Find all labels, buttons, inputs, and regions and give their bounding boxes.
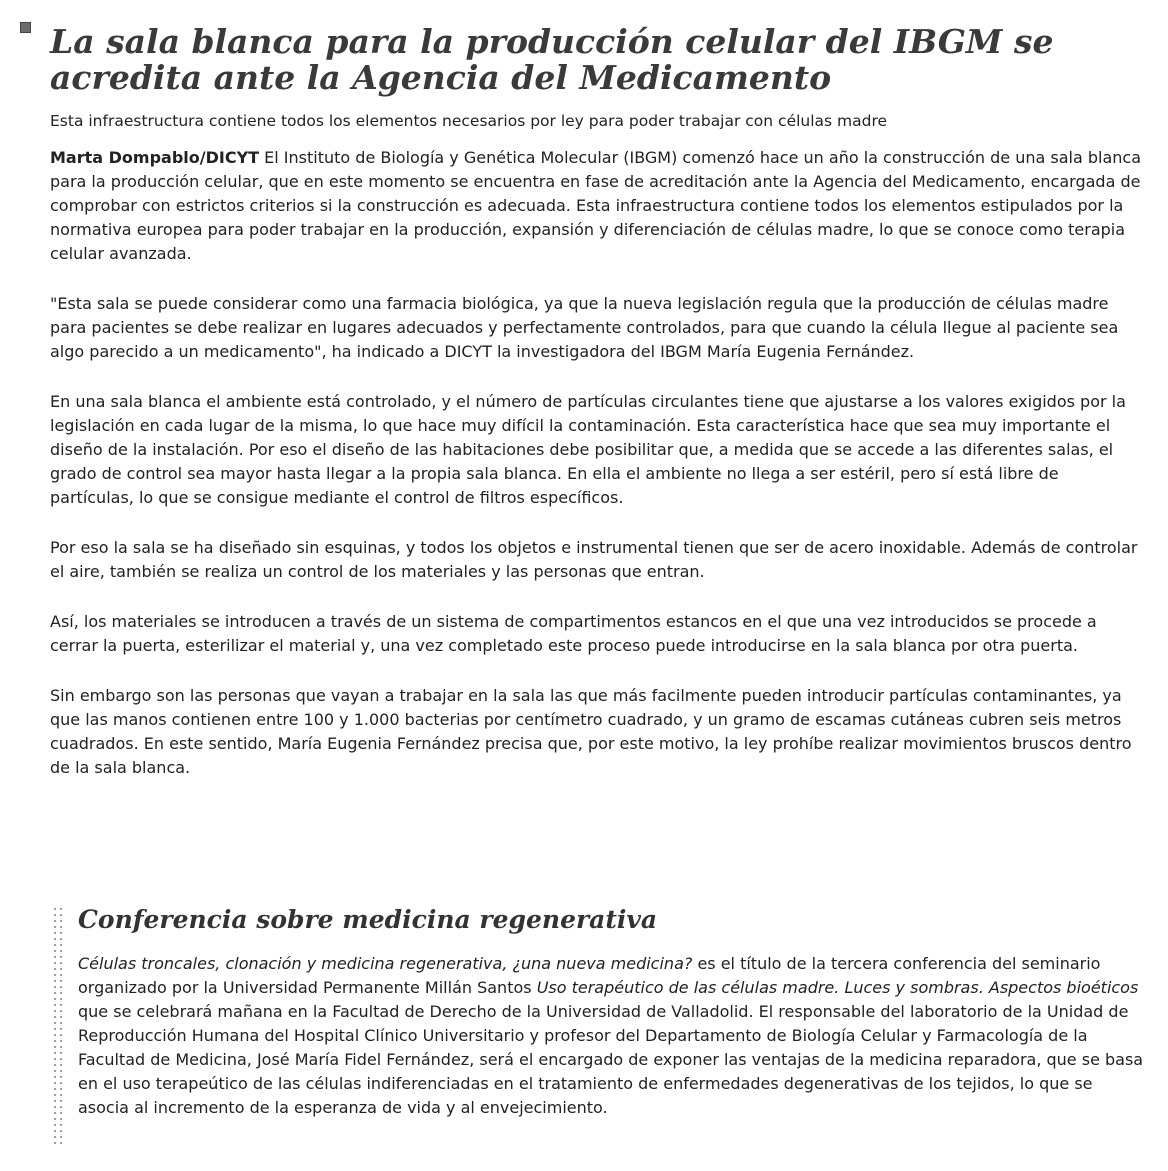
sidebar-title: Conferencia sobre medicina regenerativa [78,905,658,934]
article-headline: La sala blanca para la producción celular del IBGM se acredita ante la Agencia del Medicamento [50,22,1054,97]
seminar-title: Uso terapéutico de las células madre. Luces y sombras. Aspectos bioéticos [536,978,1139,997]
conference-sidebar [52,902,1142,1152]
square-bullet-icon [20,22,31,33]
conference-title: Células troncales, clonación y medicina regenerativa, ¿una nueva medicina? [78,954,693,973]
article-paragraph: En una sala blanca el ambiente está controlado, y el número de partículas circulantes tiene que ajustarse a los valores exigidos por la legislación en cada lugar de la misma, lo que hace muy difícil la contaminación. Esta característica hace que sea muy importante el diseño de la instalación. Por eso el diseño de las habitaciones debe posibilitar que, a medida que se accede a las diferentes salas, el grado de control sea mayor hasta llegar a la propia sala blanca. En ella el ambiente no llega a ser estéril, pero sí está libre de partículas, lo que se consigue mediante el control de filtros específicos. [50,392,1126,507]
dotted-border-icon [52,906,66,1148]
article-paragraph [50,146,1142,266]
sidebar-text-part: que se celebrará mañana en la Facultad de Derecho de la Universidad de Valladolid. El responsable del laboratorio de la Unidad de Reproducción Humana del Hospital Clínico Universitario y profesor del Departamento de Biología Celular y Farmacología de la Facultad de Medicina, José María Fidel Fernández, será el encargado de exponer las ventajas de la medicina reparadora, que se basa en el uso terapeútico de las células indiferenciadas en el tratamiento de enfermedades degenerativas de los tejidos, lo que se asocia al incremento de la esperanza de vida y al envejecimiento. [78,1002,1144,1117]
article-paragraph-text: El Instituto de Biología y Genética Molecular (IBGM) comenzó hace un año la construcción de una sala blanca para la producción celular, que en este momento se encuentra en fase de acreditación ante la Agencia del Medicamento, encargada de comprobar con estrictos criterios si la construcción es adecuada. Esta infraestructura contiene todos los elementos estipulados por la normativa europea para poder trabajar en la producción, expansión y diferenciación de células madre, lo que se conoce como terapia celular avanzada. [50,148,1142,263]
article-paragraph: "Esta sala se puede considerar como una farmacia biológica, ya que la nueva legislación regula que la producción de células madre para pacientes se debe realizar en lugares adecuados y perfectamente controlados, para que cuando la célula llegue al paciente sea algo parecido a un medicamento", ha indicado a DICYT la investigadora del IBGM María Eugenia Fernández. [50,294,1119,361]
article-subheadline: Esta infraestructura contiene todos los elementos necesarios por ley para poder trabajar con células madre [50,112,888,130]
article-paragraph: Así, los materiales se introducen a través de un sistema de compartimentos estancos en el que una vez introducidos se procede a cerrar la puerta, esterilizar el material y, una vez completado este proceso puede introducirse en la sala blanca por otra puerta. [50,612,1097,655]
article-paragraph: Sin embargo son las personas que vayan a trabajar en la sala las que más facilmente pueden introducir partículas contaminantes, ya que las manos contienen entre 100 y 1.000 bacterias por centímetro cuadrado, y un gramo de escamas cutáneas cubren seis metros cuadrados. En este sentido, María Eugenia Fernández precisa que, por este motivo, la ley prohíbe realizar movimientos bruscos dentro de la sala blanca. [50,686,1132,777]
article-byline: Marta Dompablo/DICYT [50,148,260,167]
article-paragraph: Por eso la sala se ha diseñado sin esquinas, y todos los objetos e instrumental tienen que ser de acero inoxidable. Además de controlar el aire, también se realiza un control de los materiales y las personas que entran. [50,538,1138,581]
article-body [50,146,1142,806]
sidebar-text-part: es el título de la tercera conferencia del seminario organizado por la Universidad Permanente Millán Santos [78,954,1101,997]
sidebar-text [78,952,1144,1120]
